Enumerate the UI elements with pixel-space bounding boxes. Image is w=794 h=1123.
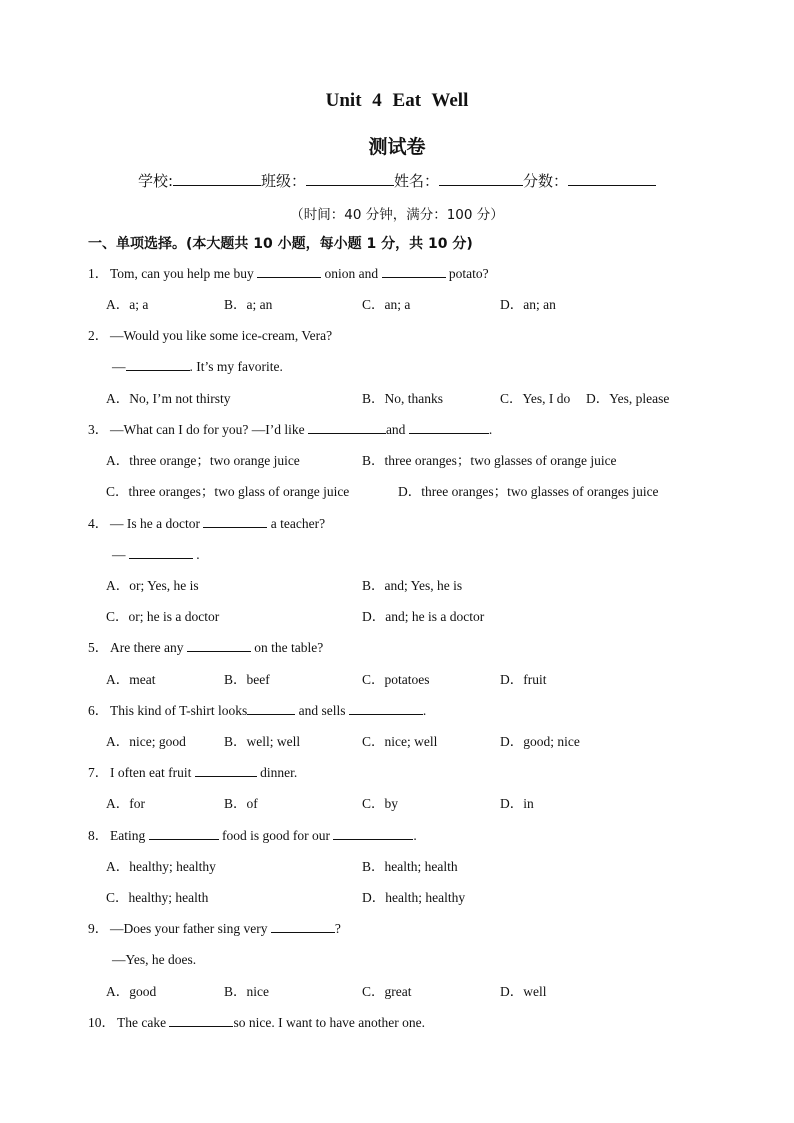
answer-blank[interactable] (308, 421, 386, 434)
option-d[interactable]: D．an; an (500, 297, 556, 312)
time-score-note: （时间：40 分钟，满分：100 分） (290, 207, 504, 223)
score-label: 分数： (523, 172, 569, 190)
answer-blank[interactable] (203, 515, 267, 528)
answer-blank[interactable] (257, 265, 321, 278)
option-c[interactable]: C．or; he is a doctor (106, 609, 220, 624)
score-blank[interactable] (568, 171, 656, 186)
option-a[interactable]: A．nice; good (106, 734, 186, 749)
answer-blank[interactable] (271, 920, 335, 933)
answer-blank[interactable] (333, 827, 413, 840)
option-a[interactable]: A．meat (106, 672, 156, 687)
answer-blank[interactable] (409, 421, 489, 434)
question-6: 6． This kind of T-shirt looks and sells . (88, 703, 427, 718)
question-9-reply: —Yes, he does. (112, 952, 197, 967)
option-b[interactable]: B．three oranges；two glasses of orange juice (362, 453, 617, 468)
page-subtitle: 测试卷 (368, 136, 426, 158)
option-c[interactable]: C．by (362, 796, 399, 811)
question-1: 1． Tom, can you help me buy onion and potato? (88, 266, 489, 281)
option-c[interactable]: C．healthy; health (106, 890, 209, 905)
answer-blank[interactable] (169, 1014, 233, 1027)
option-d[interactable]: D．in (500, 796, 534, 811)
option-d[interactable]: D．Yes, please (586, 391, 670, 406)
question-9: 9． —Does your father sing very ? (88, 921, 341, 936)
answer-blank[interactable] (129, 546, 193, 559)
option-a[interactable]: A．for (106, 796, 145, 811)
option-c[interactable]: C．great (362, 984, 412, 999)
option-c[interactable]: C．three oranges；two glass of orange juice (106, 484, 350, 499)
name-label: 姓名： (394, 172, 440, 190)
school-blank[interactable] (173, 171, 261, 186)
section-heading: 一、单项选择。(本大题共 10 小题，每小题 1 分，共 10 分) (88, 236, 473, 252)
question-3: 3． —What can I do for you? —I’d like and . (88, 422, 493, 437)
answer-blank[interactable] (195, 764, 257, 777)
answer-blank[interactable] (149, 827, 219, 840)
option-c[interactable]: C．Yes, I do (500, 391, 571, 406)
option-d[interactable]: D．and; he is a doctor (362, 609, 485, 624)
option-c[interactable]: C．an; a (362, 297, 411, 312)
option-a[interactable]: A．three orange；two orange juice (106, 453, 300, 468)
option-a[interactable]: A．healthy; healthy (106, 859, 216, 874)
option-a[interactable]: A．good (106, 984, 157, 999)
answer-blank[interactable] (126, 358, 190, 371)
question-10: 10． The cake so nice. I want to have another one. (88, 1015, 426, 1030)
question-2-reply: — . It’s my favorite. (112, 359, 283, 374)
student-info-line (0, 170, 794, 191)
question-4-reply: — . (112, 547, 200, 562)
answer-blank[interactable] (247, 702, 295, 715)
option-d[interactable]: D．three oranges；two glasses of oranges juice (398, 484, 659, 499)
option-a[interactable]: A．or; Yes, he is (106, 578, 199, 593)
option-b[interactable]: B．and; Yes, he is (362, 578, 463, 593)
option-b[interactable]: B．beef (224, 672, 270, 687)
option-c[interactable]: C．nice; well (362, 734, 438, 749)
option-d[interactable]: D．health; healthy (362, 890, 466, 905)
page-title: Unit 4 Eat Well (325, 90, 469, 111)
option-d[interactable]: D．well (500, 984, 547, 999)
option-d[interactable]: D．fruit (500, 672, 547, 687)
class-label: 班级： (261, 172, 307, 190)
name-blank[interactable] (439, 171, 523, 186)
question-7: 7． I often eat fruit dinner. (88, 765, 298, 780)
school-label: 学校: (137, 172, 173, 190)
option-a[interactable]: A．a; a (106, 297, 149, 312)
question-2: 2． —Would you like some ice-cream, Vera? (88, 328, 333, 343)
answer-blank[interactable] (382, 265, 446, 278)
option-a[interactable]: A．No, I’m not thirsty (106, 391, 231, 406)
option-c[interactable]: C．potatoes (362, 672, 430, 687)
question-4: 4． — Is he a doctor a teacher? (88, 516, 326, 531)
class-blank[interactable] (306, 171, 394, 186)
answer-blank[interactable] (187, 639, 251, 652)
option-d[interactable]: D．good; nice (500, 734, 580, 749)
option-b[interactable]: B．nice (224, 984, 269, 999)
option-b[interactable]: B．No, thanks (362, 391, 443, 406)
option-b[interactable]: B．a; an (224, 297, 273, 312)
option-b[interactable]: B．well; well (224, 734, 301, 749)
option-b[interactable]: B．health; health (362, 859, 458, 874)
option-b[interactable]: B．of (224, 796, 258, 811)
question-5: 5． Are there any on the table? (88, 640, 324, 655)
question-8: 8． Eating food is good for our . (88, 828, 417, 843)
answer-blank[interactable] (349, 702, 423, 715)
